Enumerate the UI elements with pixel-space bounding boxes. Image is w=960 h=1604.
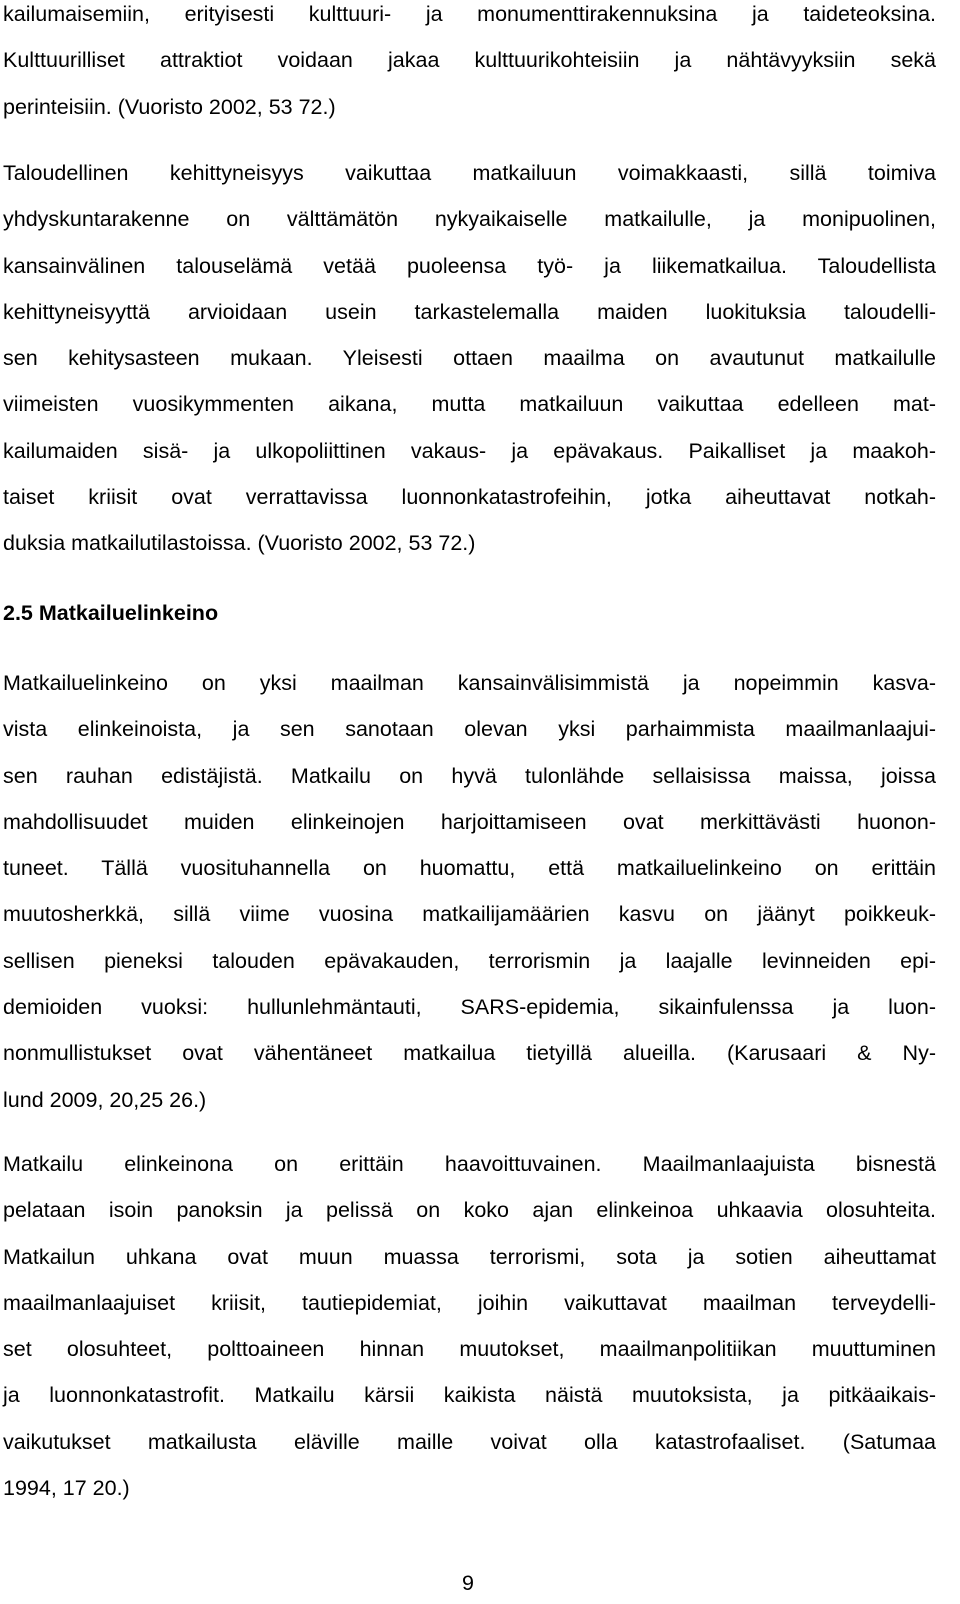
text-line: yhdyskuntarakenne on välttämätön nykyaikaiselle matkailulle, ja monipuolinen, [3,207,936,232]
text-line: taiset kriisit ovat verrattavissa luonnonkatastrofeihin, jotka aiheuttavat notkah- [3,485,936,510]
text-line: Kulttuurilliset attraktiot voidaan jakaa kulttuurikohteisiin ja nähtävyyksiin sekä [3,48,936,73]
text-line: tuneet. Tällä vuosituhannella on huomattu, että matkailuelinkeino on erittäin [3,856,936,881]
text-line: sellisen pieneksi talouden epävakauden, terrorismin ja laajalle levinneiden epi- [3,948,936,973]
text-line: kansainvälinen talouselämä vetää puoleensa työ- ja liikematkailua. Taloudellista [3,253,936,278]
text-line: Matkailuelinkeino on yksi maailman kansainvälisimmistä ja nopeimmin kasva- [3,671,936,695]
text-line: muutosherkkä, sillä viime vuosina matkailijamäärien kasvu on jäänyt poikkeuk- [3,902,936,927]
text-line: perinteisiin. (Vuoristo 2002, 53 72.) [3,94,336,119]
text-line: vaikutukset matkailusta eläville maille voivat olla katastrofaaliset. (Satumaa [3,1429,936,1454]
paragraph-attractions [3,0,936,130]
paragraph-tourism-industry [3,660,936,1123]
text-line: Taloudellinen kehittyneisyys vaikuttaa matkailuun voimakkaasti, sillä toimiva [3,161,936,185]
text-line: kailumaisemiin, erityisesti kulttuuri- ja monumenttirakennuksina ja taideteoksina. [3,2,936,26]
text-line: vista elinkeinoista, ja sen sanotaan olevan yksi parhaimmista maailmanlaajui- [3,717,936,742]
text-line: demioiden vuoksi: hullunlehmäntauti, SARS-epidemia, sikainfulenssa ja luon- [3,995,936,1020]
text-line: maailmanlaajuiset kriisit, tautiepidemiat, joihin vaikuttavat maailman terveydelli- [3,1290,936,1315]
text-line: sen rauhan edistäjistä. Matkailu on hyvä tulonlähde sellaisissa maissa, joissa [3,763,936,788]
text-line: kehittyneisyyttä arvioidaan usein tarkastelemalla maiden luokituksia taloudelli- [3,299,936,324]
paragraph-vulnerability [3,1141,936,1511]
text-line: set olosuhteet, polttoaineen hinnan muutokset, maailmanpolitiikan muuttuminen [3,1337,936,1362]
text-line: Matkailu elinkeinona on erittäin haavoittuvainen. Maailmanlaajuista bisnestä [3,1152,936,1176]
text-line: 1994, 17 20.) [3,1476,130,1501]
text-line: Matkailun uhkana ovat muun muassa terrorismi, sota ja sotien aiheuttamat [3,1244,936,1269]
text-line: lund 2009, 20,25 26.) [3,1087,207,1112]
text-line: kailumaiden sisä- ja ulkopoliittinen vakaus- ja epävakaus. Paikalliset ja maakoh- [3,438,936,463]
text-line: duksia matkailutilastoissa. (Vuoristo 2002, 53 72.) [3,531,476,556]
section-heading: 2.5 Matkailuelinkeino [3,601,219,625]
text-line: mahdollisuudet muiden elinkeinojen harjoittamiseen ovat merkittävästi huonon- [3,809,936,834]
text-line: nonmullistukset ovat vähentäneet matkailua tietyillä alueilla. (Karusaari & Ny- [3,1041,936,1066]
page-number: 9 [462,1571,474,1595]
text-line: viimeisten vuosikymmenten aikana, mutta matkailuun vaikuttaa edelleen mat- [3,392,936,417]
text-line: pelataan isoin panoksin ja pelissä on koko ajan elinkeinoa uhkaavia olosuhteita. [3,1198,936,1223]
text-line: ja luonnonkatastrofit. Matkailu kärsii kaikista näistä muutoksista, ja pitkäaikais- [3,1383,936,1408]
paragraph-economic-development [3,150,936,567]
text-line: sen kehitysasteen mukaan. Yleisesti ottaen maailma on avautunut matkailulle [3,346,936,371]
